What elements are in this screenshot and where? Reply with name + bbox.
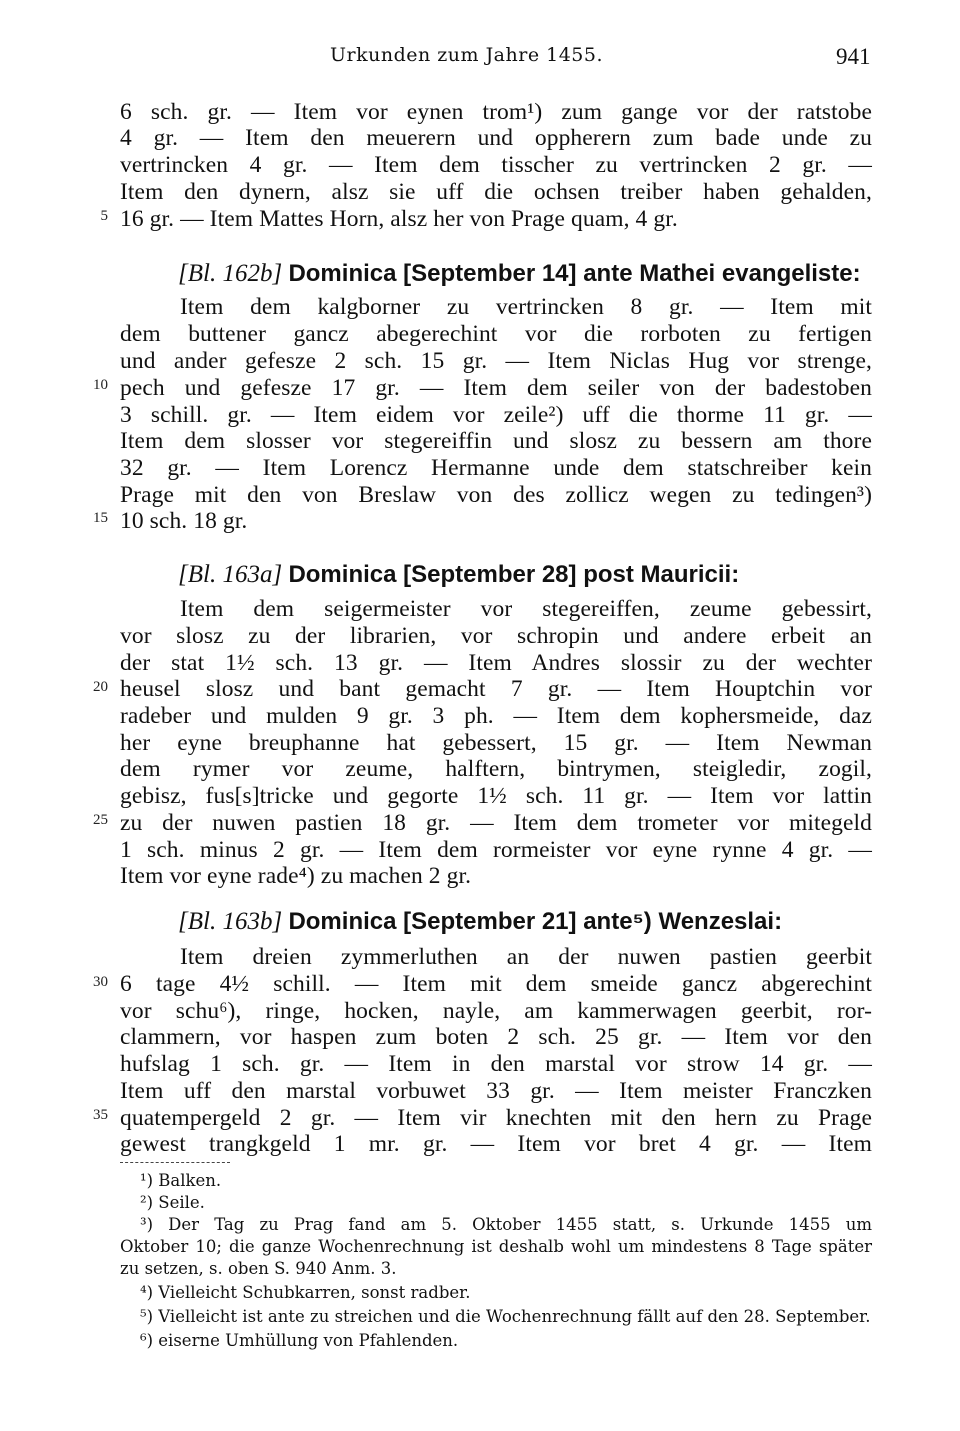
text-line: dem buttener gancz abegerechint vor die rorboten zu fertigen xyxy=(120,321,872,347)
section-title: Dominica [September 21] ante⁵) Wenzeslai: xyxy=(288,908,783,935)
section-heading xyxy=(178,258,872,290)
text-line: her eyne breuphanne hat gebessert, 15 gr. — Item Newman xyxy=(120,730,872,756)
footnote-divider xyxy=(120,1162,230,1163)
line-number: 30 xyxy=(93,974,108,990)
text-line: 6 sch. gr. — Item vor eynen trom¹) zum gange vor der ratstobe xyxy=(120,99,872,125)
footnote-continuation: zu setzen, s. oben S. 940 Anm. 3. xyxy=(120,1259,397,1278)
text-line: quatempergeld 2 gr. — Item vir knechten mit den hern zu Prage xyxy=(120,1105,872,1131)
text-line: 1 sch. minus 2 gr. — Item dem rormeister vor eyne rynne 4 gr. — xyxy=(120,837,872,863)
line-number: 35 xyxy=(93,1107,108,1123)
text-line: Prage mit den von Breslaw von des zollicz wegen zu tedingen³) xyxy=(120,482,872,508)
running-title: Urkunden zum Jahre 1455. xyxy=(330,44,604,66)
page-number: 941 xyxy=(836,44,871,69)
text-line: gewest trangkgeld 1 mr. gr. — Item vor bret 4 gr. — Item xyxy=(120,1131,872,1157)
folio-reference: [Bl. 162b] xyxy=(178,260,283,287)
footnote: ²) Seile. xyxy=(140,1193,205,1212)
footnote: ³) Der Tag zu Prag fand am 5. Oktober 1455 statt, s. Urkunde 1455 um xyxy=(140,1215,872,1234)
text-line: 10 sch. 18 gr. xyxy=(120,508,248,534)
footnote: ⁶) eiserne Umhüllung von Pfahlenden. xyxy=(140,1331,459,1350)
text-line: 3 schill. gr. — Item eidem vor zeile²) uff die thorme 11 gr. — xyxy=(120,402,872,428)
text-line: clammern, vor haspen zum boten 2 sch. 25 gr. — Item vor den xyxy=(120,1024,872,1050)
text-line: 16 gr. — Item Mattes Horn, alsz her von Prage quam, 4 gr. xyxy=(120,206,678,232)
text-line: vertrincken 4 gr. — Item dem tisscher zu vertrincken 2 gr. — xyxy=(120,152,872,178)
section-heading xyxy=(178,906,872,938)
footnote: ⁵) Vielleicht ist ante zu streichen und die Wochenrechnung fällt auf den 28. September. xyxy=(140,1307,871,1326)
line-number: 10 xyxy=(93,377,108,393)
text-line: Item vor eyne rade⁴) zu machen 2 gr. xyxy=(120,863,472,889)
folio-reference: [Bl. 163b] xyxy=(178,908,283,935)
text-line: 4 gr. — Item den meuerern und oppherern zum bade unde zu xyxy=(120,125,872,151)
text-line: gebisz, fus[s]tricke und gegorte 1½ sch. 11 gr. — Item vor lattin xyxy=(120,783,872,809)
line-number: 15 xyxy=(93,510,108,526)
text-line: vor slosz zu der librarien, vor schropin und andere erbeit an xyxy=(120,623,872,649)
section-heading xyxy=(178,559,872,591)
text-line: 32 gr. — Item Lorencz Hermanne unde dem statschreiber kein xyxy=(120,455,872,481)
folio-reference: [Bl. 163a] xyxy=(178,561,283,588)
text-line: radeber und mulden 9 gr. 3 ph. — Item dem kophersmeide, daz xyxy=(120,703,872,729)
text-line: und ander gefesze 2 sch. 15 gr. — Item Niclas Hug vor strenge, xyxy=(120,348,872,374)
text-line: hufslag 1 sch. gr. — Item in den marstal vor strow 14 gr. — xyxy=(120,1051,872,1077)
section-title: Dominica [September 28] post Mauricii: xyxy=(288,561,740,588)
text-line: 6 tage 4½ schill. — Item mit dem smeide gancz abgerechint xyxy=(120,971,872,997)
text-line: vor schu⁶), ringe, hocken, nayle, am kammerwagen geerbit, ror- xyxy=(120,998,872,1024)
text-line: Item dem kalgborner zu vertrincken 8 gr. — Item mit xyxy=(180,294,872,320)
section-title: Dominica [September 14] ante Mathei evangeliste: xyxy=(288,260,861,287)
text-line: zu der nuwen pastien 18 gr. — Item dem trometer vor mitegeld xyxy=(120,810,872,836)
text-line: pech und gefesze 17 gr. — Item dem seiler von der badestoben xyxy=(120,375,872,401)
footnote-continuation: Oktober 10; die ganze Wochenrechnung ist deshalb wohl um mindestens 8 Tage später xyxy=(120,1237,872,1256)
text-line: dem rymer vor zeume, halftern, bintrymen, steigledir, zogil, xyxy=(120,756,872,782)
text-line: heusel slosz und bant gemacht 7 gr. — Item Houptchin vor xyxy=(120,676,872,702)
text-line: Item dem slosser vor stegereiffin und slosz zu bessern am thore xyxy=(120,428,872,454)
text-line: der stat 1½ sch. 13 gr. — Item Andres slossir zu der wechter xyxy=(120,650,872,676)
line-number: 20 xyxy=(93,679,108,695)
footnote: ⁴) Vielleicht Schubkarren, sonst radber. xyxy=(140,1283,471,1302)
footnote: ¹) Balken. xyxy=(140,1171,222,1190)
text-line: Item den dynern, alsz sie uff die ochsen treiber haben gehalden, xyxy=(120,179,872,205)
text-line: Item dem seigermeister vor stegereiffen, zeume gebessirt, xyxy=(180,596,872,622)
line-number: 5 xyxy=(100,208,108,224)
text-line: Item dreien zymmerluthen an der nuwen pastien geerbit xyxy=(180,944,872,970)
line-number: 25 xyxy=(93,812,108,828)
running-head xyxy=(0,44,960,74)
text-line: Item uff den marstal vorbuwet 33 gr. — Item meister Franczken xyxy=(120,1078,872,1104)
